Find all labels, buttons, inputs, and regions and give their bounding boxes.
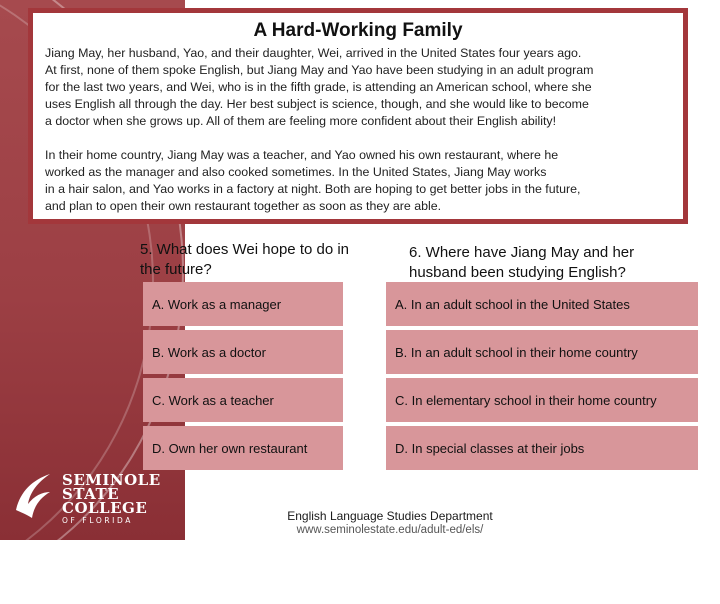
college-name (62, 473, 161, 515)
q6-option-c[interactable]: C. In elementary school in their home country (386, 378, 698, 422)
seminole-swoosh-icon (10, 470, 54, 522)
college-name-line-3: COLLEGE (62, 499, 148, 517)
question-5-text: 5. What does Wei hope to do in the future? (140, 241, 350, 278)
footer-department: English Language Studies Department (287, 509, 493, 523)
college-name-line-1: SEMINOLE (62, 471, 161, 489)
question-6-text: 6. Where have Jiang May and her husband been studying English? (409, 244, 635, 281)
reading-passage-box (28, 8, 688, 224)
q5-option-b[interactable]: B. Work as a doctor (143, 330, 343, 374)
passage-paragraph-2: In their home country, Jiang May was a teacher, and Yao owned his own restaurant, where he worked as the manager and also cooked sometimes. In the United States, Jiang May works in a hair salon, and Yao works in a factory at night. Both are hoping to get better jobs in the future, and plan to open their own restaurant together as soon as they are able. (45, 148, 581, 213)
q6-option-b[interactable]: B. In an adult school in their home country (386, 330, 698, 374)
footer-url-link[interactable]: www.seminolestate.edu/adult-ed/els/ (296, 524, 484, 536)
q6-option-d[interactable]: D. In special classes at their jobs (386, 426, 698, 470)
passage-paragraph-1: Jiang May, her husband, Yao, and their daughter, Wei, arrived in the United States four years ago. At first, none of them spoke English, but Jiang May and Yao have been studying in an adult program for the last two years, and Wei, who is in the fifth grade, is attending an American school, where she uses English all through the day. Her best subject is science, though, and she would like to become a doctor when she grows up. All of them are feeling more confident about their English ability! (45, 46, 594, 128)
q5-option-d[interactable]: D. Own her own restaurant (143, 426, 343, 470)
college-subtitle: OF FLORIDA (62, 516, 133, 525)
passage-title: A Hard-Working Family (253, 20, 463, 41)
college-logo (10, 470, 160, 530)
q6-option-a[interactable]: A. In an adult school in the United States (386, 282, 698, 326)
college-name-line-2: STATE (62, 485, 120, 503)
q5-option-c[interactable]: C. Work as a teacher (143, 378, 343, 422)
q5-option-a[interactable]: A. Work as a manager (143, 282, 343, 326)
